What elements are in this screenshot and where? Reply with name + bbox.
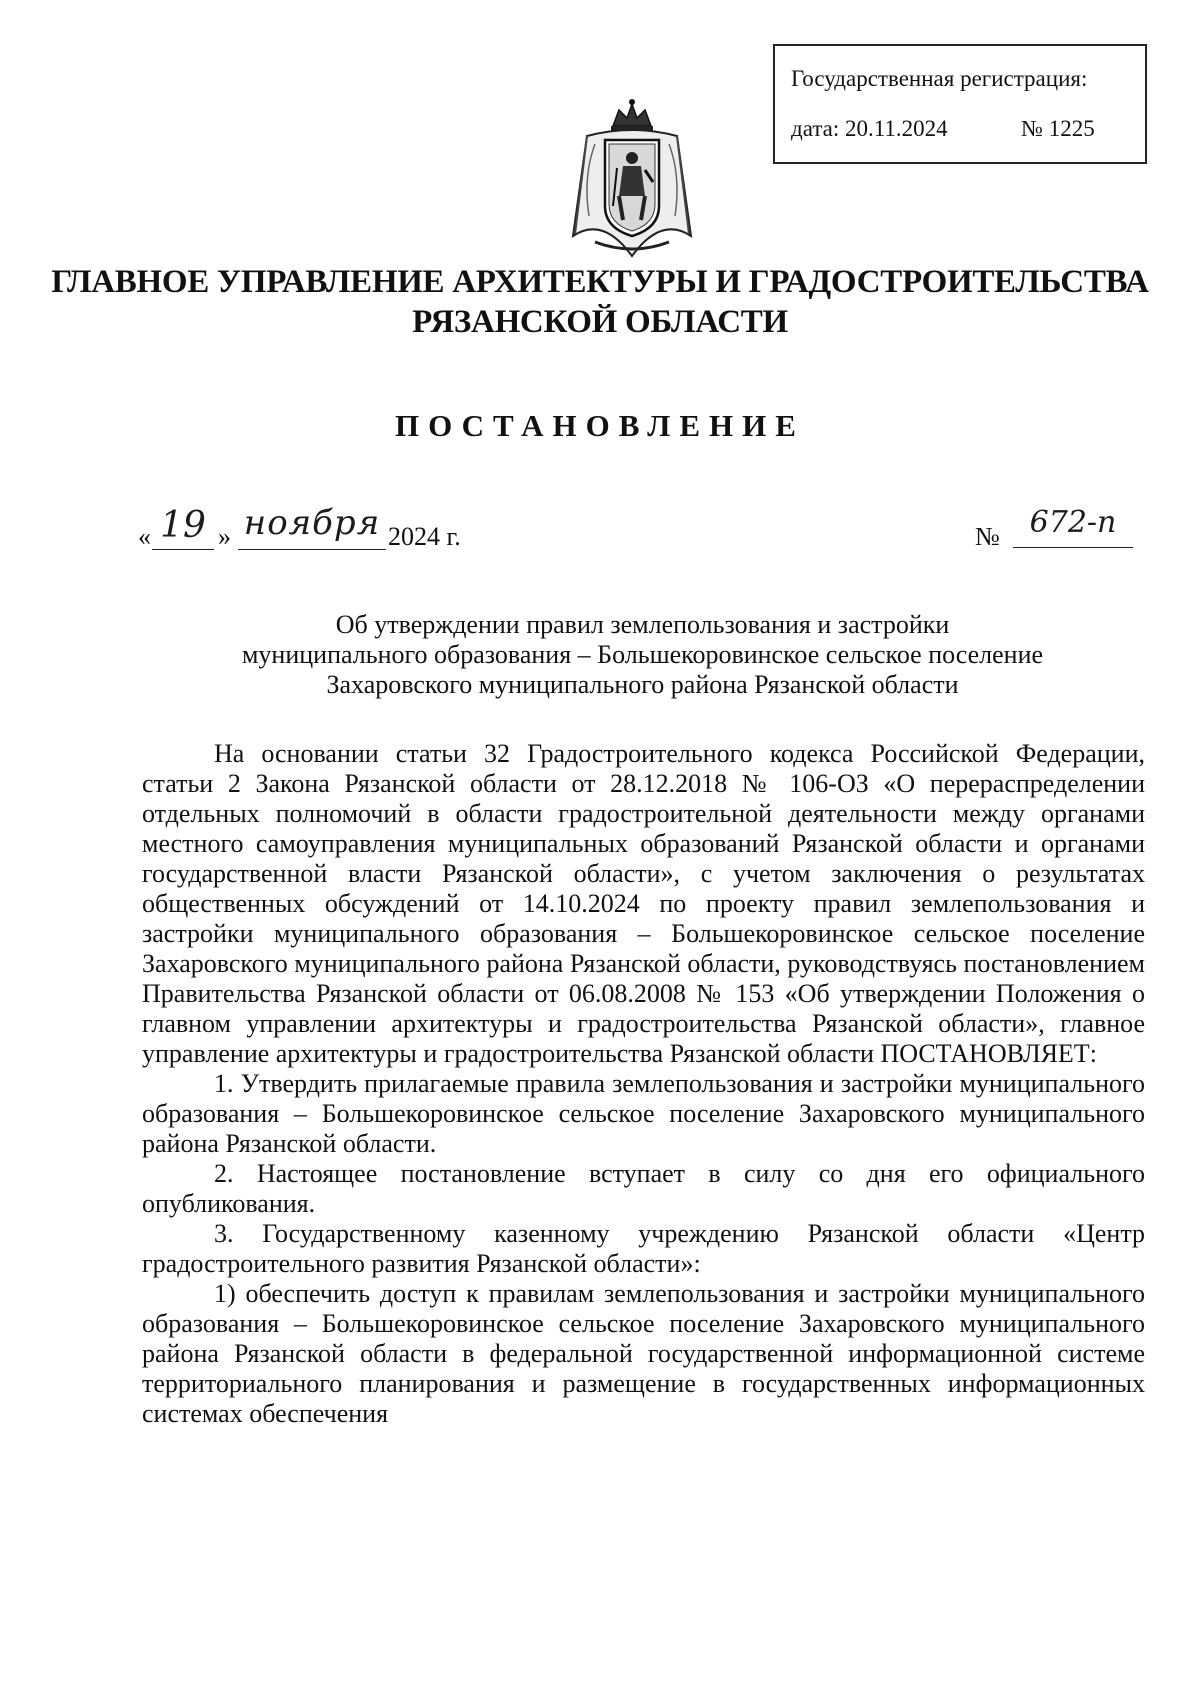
registration-title: Государственная регистрация: (791, 66, 1088, 91)
subject-line3: Захаровского муниципального района Рязанской области (326, 670, 959, 699)
clause-3: 3. Государственному казенному учреждению Рязанской области «Центр градостроительного развития Рязанской области»: (142, 1219, 1145, 1278)
organization-name-line1: ГЛАВНОЕ УПРАВЛЕНИЕ АРХИТЕКТУРЫ И ГРАДОСТРОИТЕЛЬСТВА (51, 264, 1149, 300)
organization-name-line2: РЯЗАНСКОЙ ОБЛАСТИ (412, 304, 788, 340)
document-body (142, 739, 1145, 1429)
document-number (975, 505, 1145, 553)
organization-name (0, 262, 1200, 342)
number-handwritten: 672-п (1013, 505, 1133, 548)
number-sign: № (975, 522, 1000, 551)
registration-stamp (773, 44, 1147, 164)
document-type-title: ПОСТАНОВЛЕНИЕ (395, 408, 805, 443)
clause-2: 2. Настоящее постановление вступает в силу со дня его официального опубликования. (142, 1159, 1145, 1218)
date-quote-open: « (138, 522, 151, 551)
date-day-handwritten: 19 (152, 505, 214, 550)
document-date (138, 503, 558, 553)
clause-3-1: 1) обеспечить доступ к правилам землепользования и застройки муниципального образования – Большекоровинское сельское поселение Захаровского муниципального района Рязанской области в федеральной государственной информационной системе территориального планирования и размещение в государственных информационных системах обеспечения (142, 1279, 1145, 1428)
registration-date: дата: 20.11.2024 (791, 116, 948, 141)
date-year: 2024 г. (388, 522, 461, 551)
date-month-handwritten: ноября (238, 503, 386, 550)
subject-line1: Об утверждении правил землепользования и застройки (335, 610, 950, 639)
registration-number: № 1225 (1021, 116, 1095, 141)
document-subject (140, 610, 1145, 700)
date-quote-close: » (218, 522, 231, 551)
clause-1: 1. Утвердить прилагаемые правила землепользования и застройки муниципального образования – Большекоровинское сельское поселение Захаровского муниципального района Рязанской области. (142, 1069, 1145, 1158)
preamble-paragraph: На основании статьи 32 Градостроительного кодекса Российской Федерации, статьи 2 Закона Рязанской области от 28.12.2018 № 106-ОЗ «О перераспределении отдельных полномочий в области градостроительной деятельности между органами местного самоуправления муниципальных образований Рязанской области и органами государственной власти Рязанской области», с учетом заключения о результатах общественных обсуждений от 14.10.2024 по проекту правил землепользования и застройки муниципального образования – Большекоровинское сельское поселение Захаровского муниципального района Рязанской области, руководствуясь постановлением Правительства Рязанской области от 06.08.2008 № 153 «Об утверждении Положения о главном управлении архитектуры и градостроительства Рязанской области», главное управление архитектуры и градостроительства Рязанской области ПОСТАНОВЛЯЕТ: (142, 739, 1145, 1068)
ryazan-coat-of-arms-icon (565, 96, 700, 261)
subject-line2: муниципального образования – Большекоровинское сельское поселение (241, 640, 1044, 669)
